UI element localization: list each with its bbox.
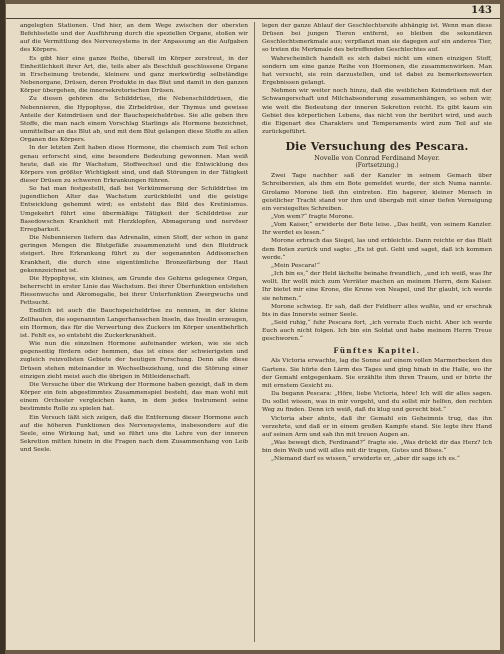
chapter-paragraph: „Niemand darf es wissen,“ erwiderte er, „aber dir sage ich es.“: [271, 456, 460, 463]
newspaper-page: [6, 4, 500, 650]
left-paragraph: Ein Versuch läßt sich zeigen, daß die Entfernung dieser Hormone auch auf die höheren Funktionen des Nervensystems, insbesondere auf die Seele, eine Wirkung hat, und so führt uns die Lehre von der inneren Sekretion mitten hinein in die Fragen nach dem Zusammenhang von Leib und Seele.: [20, 414, 248, 454]
story-paragraph: Morone erbrach das Siegel, las und erbleichte. Dann reichte er das Blatt dem Boten zurück und sagte: „Es ist gut. Geht und saget, daß ich kommen werde.“: [262, 238, 492, 261]
left-paragraph: Es gibt hier eine ganze Reihe, überall im Körper zerstreut, in der Einheitlichkeit ihrer Art, die, teils aber als Beschluß geschlossene Organe in Erscheinung tretende, kleinere und ganz merkwürdig selbständige Nebenorgane, Drüsen, deren Produkte in das Blut und damit in den ganzen Körper übergehen, die innersekretorischen Drüsen.: [20, 55, 248, 95]
left-paragraph: In der letzten Zeit haben diese Hormone, die chemisch zum Teil schon genau erforscht sind, eine besondere Bedeutung gewonnen. Man weiß heute, daß sie für Wachstum, Stoffwechsel und die Entwicklung des Körpers von größter Wichtigkeit sind, und daß Störungen in der Tätigkeit dieser Drüsen zu schweren Erkrankungen führen.: [20, 145, 248, 184]
story-paragraph: „Ich bin es,“ der Held lächelte beinahe freundlich, „und ich weiß, was Ihr wollt. Ihr wollt mich zum Verräter machen an meinem Herrn, dem Kaiser. Ihr bietet mir eine Krone, die Krone von Neapel, und Ihr glaubt, ich werde sie nehmen.“: [262, 271, 492, 302]
left-paragraph: Endlich ist auch die Bauchspeicheldrüse zu nennen, in der kleine Zellhaufen, die sogenannten Langerhansschen Inseln, das Insulin erzeugen, ein Hormon, das für die Verwertung des Zuckers im Körper unentbehrlich ist. Fehlt es, so entsteht die Zuckerkrankheit.: [20, 308, 248, 339]
story-byline: Novelle von Conrad Ferdinand Meyer.: [314, 154, 440, 163]
column-divider: [254, 22, 255, 642]
left-paragraph: Die Versuche über die Wirkung der Hormone haben gezeigt, daß in dem Körper ein fein abgestimmtes Zusammenspiel besteht, das man wohl mit einem Orchester vergleichen kann, in dem jedes Instrument seine bestimmte Rolle zu spielen hat.: [20, 381, 248, 413]
left-paragraph: So hat man festgestellt, daß bei Verkümmerung der Schilddrüse im jugendlichen Alter das Wachstum zurückbleibt und die geistige Entwicklung gehemmt wird; es entsteht das Bild des Kretinismus. Umgekehrt führt eine übermäßige Tätigkeit der Schilddrüse zur Basedowschen Krankheit mit Herzklopfen, Abmagerung und nervöser Erregbarkeit.: [20, 186, 248, 233]
chapter-paragraph: Als Victoria erwachte, lag die Sonne auf einem vollen Marmorbecken des Gartens. Sie hörte den Lärm des Tages und ging hinab in die Halle, wo ihr der Gemahl entgegenkam. Sie erzählte ihm ihren Traum, und er hörte ihr mit ernstem Gesicht zu.: [262, 358, 492, 389]
chapter-heading: Fünftes Kapitel.: [333, 346, 421, 356]
story-paragraph: „Mein Pescara!“: [271, 262, 320, 269]
left-paragraph: Die Hypophyse, ein kleines, am Grunde des Gehirns gelegenes Organ, beherrscht in erster Linie das Wachstum. Bei ihrer Überfunktion entstehen Riesenwuchs und Akromegalie, bei ihrer Unterfunktion Zwergwuchs und Fettsucht.: [20, 275, 248, 307]
story-title: Die Versuchung des Pescara.: [285, 140, 469, 154]
chapter-paragraph: „Was bewegt dich, Ferdinand?“ fragte sie. „Was drückt dir das Herz? Ich bin dein Weib und will alles mit dir tragen, Gutes und Böses.“: [262, 440, 492, 455]
right-paragraph: Wahrscheinlich handelt es sich dabei nicht um einen einzigen Stoff, sondern um eine ganze Reihe von Hormonen, die zusammenwirken. Man hat versucht, sie rein darzustellen, und ist dabei zu bemerkenswerten Ergebnissen gelangt.: [262, 55, 492, 87]
left-paragraph: Zu diesen gehören die Schilddrüse, die Nebenschilddrüsen, die Nebennieren, die Hypophyse, die Zirbeldrüse, der Thymus und gewisse Anteile der Keimdrüsen und der Bauchspeicheldrüse. Sie alle geben ihre Stoffe, die man nach einem Vorschlag Starlings als Hormone bezeichnet, unmittelbar an das Blut ab, und mit dem Blut gelangen diese Stoffe zu allen Organen des Körpers.: [20, 96, 248, 144]
left-paragraph: Die Nebennieren liefern das Adrenalin, einen Stoff, der schon in ganz geringen Mengen die Blutgefäße zusammenzieht und den Blutdruck steigert. Ihre Erkrankung führt zu der sogenannten Addisonschen Krankheit, die durch eine eigentümliche Bronzefärbung der Haut gekennzeichnet ist.: [20, 235, 248, 274]
left-column: [20, 22, 248, 644]
story-installment: (Fortsetzung.): [355, 162, 399, 170]
page-number: 143: [471, 5, 492, 16]
binding-edge: [0, 0, 5, 654]
story-paragraph: Morone schwieg. Er sah, daß der Feldherr alles wußte, und er erschrak bis in das Innerste seiner Seele.: [262, 303, 492, 318]
page-header: [6, 4, 500, 19]
right-column: [262, 22, 492, 644]
left-paragraph: angelegten Stationen. Und hier, an dem Wege zwischen der obersten Befehlsstelle und der Ausführung durch die speziellen Organe, stoßen wir auf die Vermittlung des Nervensystems in der Anpassung an die Aufgaben des Körpers.: [20, 23, 248, 54]
right-paragraph: legen der ganze Ablauf der Geschlechtsreife abhängig ist. Wenn man diese Drüsen bei jungen Tieren entfernt, so bleiben die sekundären Geschlechtsmerkmale aus; verpflanzt man sie dagegen auf ein anderes Tier, so treten die Merkmale des betreffenden Geschlechtes auf.: [262, 23, 492, 54]
left-paragraph: Wie nun die einzelnen Hormone aufeinander wirken, wie sie sich gegenseitig fördern oder hemmen, das ist eines der schwierigsten und zugleich reizvollsten Gebiete der heutigen Forschung. Denn alle diese Drüsen stehen miteinander in Wechselbeziehung, und die Störung einer einzigen zieht meist auch die übrigen in Mitleidenschaft.: [20, 341, 248, 380]
story-paragraph: „Von wem?“ fragte Morone.: [271, 213, 354, 220]
story-paragraph: Zwei Tage nachher saß der Kanzler in seinem Gemach über Schreibereien, als ihm ein Bote gemeldet wurde, der sich Numa nannte. Girolamo Morone ließ ihn eintreten. Ein hagerer, kleiner Mensch in geistlicher Tracht stand vor ihm und übergab mit einer tiefen Verneigung ein versiegeltes Schreiben.: [262, 173, 492, 212]
chapter-paragraph: Da begann Pescara: „Höre, liebe Victoria, höre! Ich will dir alles sagen. Du sollst wissen, was in mir vorgeht, und du sollst mir helfen, den rechten Weg zu finden. Denn ich weiß, daß du klug und gerecht bist.“: [262, 391, 492, 414]
story-paragraph: „Seid ruhig,“ fuhr Pescara fort, „ich verrate Euch nicht. Aber ich werde Euch auch nicht folgen. Ich bin ein Soldat und habe meinem Herrn Treue geschworen.“: [262, 320, 492, 343]
story-paragraph: „Vom Kaiser,“ erwiderte der Bote leise. „Das heißt, von seinem Kanzler. Ihr werdet es lesen.“: [262, 222, 492, 237]
chapter-paragraph: Victoria aber ahnte, daß ihr Gemahl ein Geheimnis trug, das ihn verzehrte, und daß er in einem großen Kampfe stand. Sie legte ihre Hand auf seinen Arm und sah ihn mit treuen Augen an.: [262, 415, 492, 438]
right-paragraph: Nehmen wir weiter noch hinzu, daß die weiblichen Keimdrüsen mit der Schwangerschaft und Milchabsonderung zusammenhängen, so sehen wir, wie weit die Bedeutung der inneren Sekretion reicht. Es gibt kaum ein Gebiet des körperlichen Lebens, das nicht von ihr berührt wird, und auch die Eigenart des Charakters und Temperaments wird zum Teil auf sie zurückgeführt.: [262, 88, 492, 136]
